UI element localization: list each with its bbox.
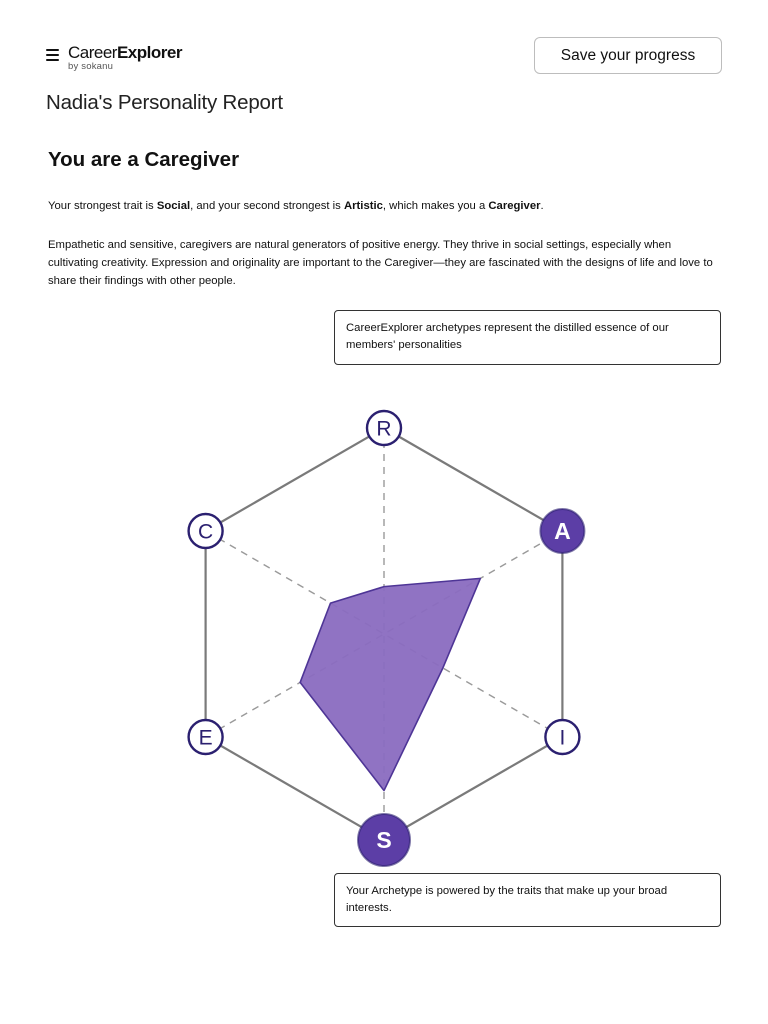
logo-subtitle: by sokanu	[68, 61, 114, 72]
strongest-trait: Social	[156, 200, 191, 212]
radar-axis-label-E: E	[198, 726, 213, 750]
save-progress-button[interactable]: Save your progress	[534, 37, 722, 74]
radar-axis-label-A: A	[554, 518, 571, 544]
radar-axis-label-C: C	[198, 520, 214, 544]
header	[0, 0, 768, 90]
trait-summary: Your strongest trait is Social, and your second strongest is Artistic, which makes you a Caregiver.	[48, 200, 544, 212]
archetype-heading: You are a Caregiver	[48, 148, 240, 171]
radar-svg	[0, 390, 768, 870]
hamburger-menu-icon[interactable]	[46, 48, 60, 62]
radar-axis-label-S: S	[376, 827, 392, 853]
radar-axis-label-R: R	[376, 417, 392, 441]
logo[interactable]	[68, 44, 182, 72]
archetype-powered-info-box: Your Archetype is powered by the traits that make up your broad interests.	[334, 873, 721, 927]
radar-axis-label-I: I	[559, 726, 566, 750]
archetype-description: Empathetic and sensitive, caregivers are natural generators of positive energy. They thrive in social settings, especially when cultivating creativity. Expression and originality are important to the Caregiver—they are fascinated with the designs of life and love to share their findings with other people.	[48, 239, 713, 287]
logo-prefix: Career	[68, 43, 117, 62]
second-trait: Artistic	[343, 200, 383, 212]
page-title: Nadia's Personality Report	[46, 91, 283, 114]
archetypes-info-box: CareerExplorer archetypes represent the distilled essence of our members' personalities	[334, 310, 721, 365]
radar-data-area	[300, 578, 480, 790]
logo-suffix: Explorer	[116, 43, 182, 62]
personality-radar-chart	[0, 390, 768, 870]
archetype-name: Caregiver	[488, 200, 541, 212]
